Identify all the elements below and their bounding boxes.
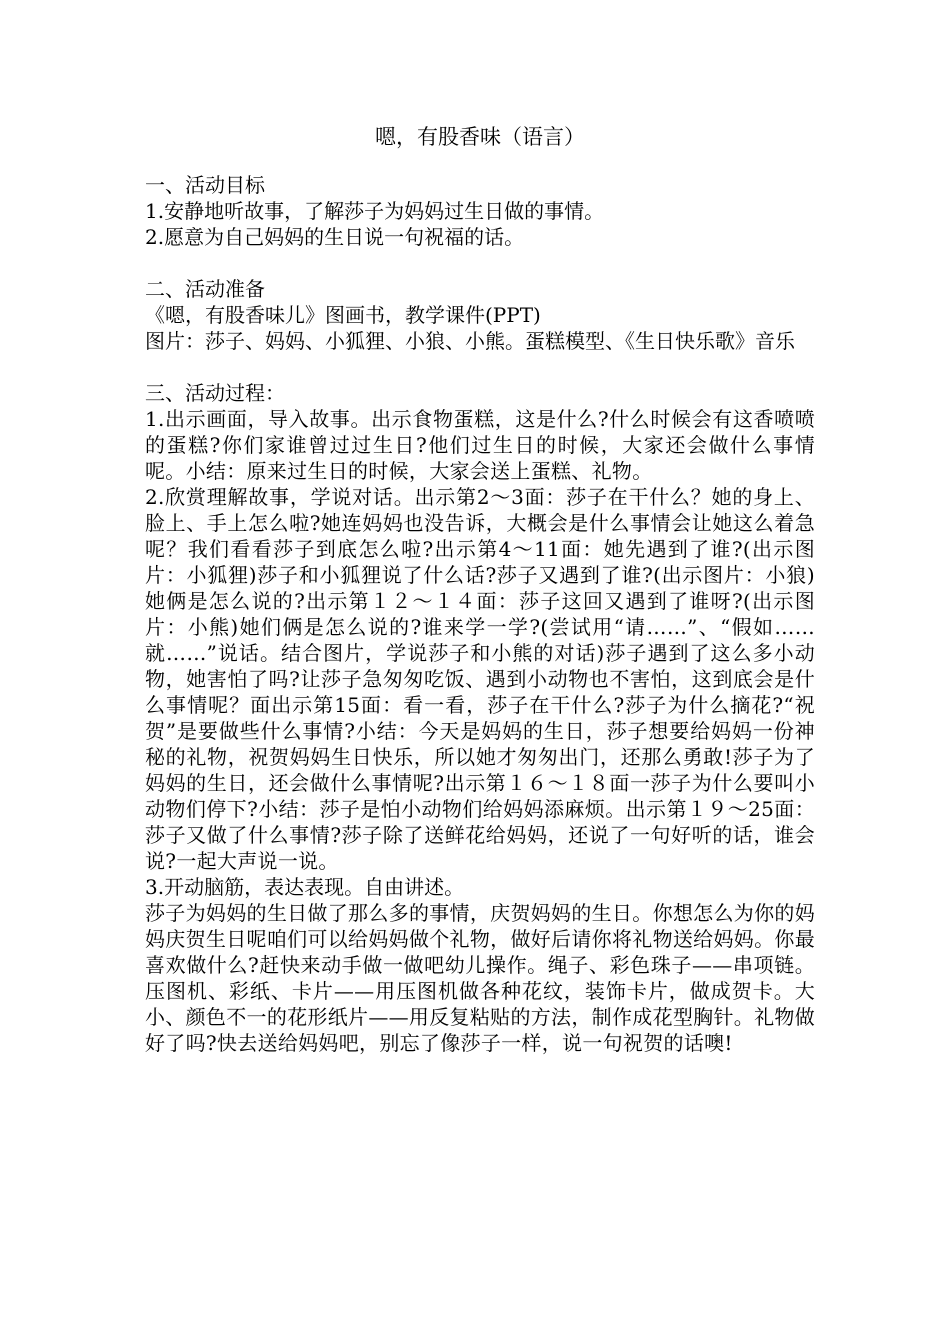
process-step-2: 2.欣赏理解故事，学说对话。出示第2～3面：莎子在干什么？她的身上、脸上、手上怎么啦?她连妈妈也没告诉，大概会是什么事情会让她这么着急呢？我们看看莎子到底怎么啦?出示第4～11面：她先遇到了谁?(出示图片：小狐狸)莎子和小狐狸说了什么话?莎子又遇到了谁?(出示图片：小狼)她俩是怎么说的?出示第１２～１４面：莎子这回又遇到了谁呀?(出示图片：小熊)她们俩是怎么说的?谁来学一学?(尝试用“请……”、“假如……就……”说话。结合图片，学说莎子和小熊的对话)莎子遇到了这么多小动物，她害怕了吗?让莎子急匆匆吃饭、遇到小动物也不害怕，这到底会是什么事情呢？面出示第15面：看一看，莎子在干什么?莎子为什么摘花?“祝贺”是要做些什么事情?小结：今天是妈妈的生日，莎子想要给妈妈一份神秘的礼物，祝贺妈妈生日快乐，所以她才匆匆出门，还那么勇敢!莎子为了妈妈的生日，还会做什么事情呢?出示第１６～１８面一莎子为什么要叫小动物们停下?小结：莎子是怕小动物们给妈妈添麻烦。出示第１９～25面：莎子又做了什么事情?莎子除了送鲜花给妈妈，还说了一句好听的话，谁会说?一起大声说一说。	[145, 485, 815, 873]
section-heading-goals: 一、活动目标	[145, 173, 265, 197]
section-heading-preparation: 二、活动准备	[145, 277, 265, 301]
process-step-3: 莎子为妈妈的生日做了那么多的事情，庆贺妈妈的生日。你想怎么为你的妈妈庆贺生日呢咱们可以给妈妈做个礼物，做好后请你将礼物送给妈妈。你最喜欢做什么?赶快来动手做一做吧幼儿操作。绳子、彩色珠子——串项链。压图机、彩纸、卡片——用压图机做各种花纹，装饰卡片，做成贺卡。大小、颜色不一的花形纸片——用反复粘贴的方法，制作成花型胸针。礼物做好了吗?快去送给妈妈吧，别忘了像莎子一样，说一句祝贺的话噢!	[145, 901, 815, 1055]
section-heading-process: 三、活动过程：	[145, 381, 285, 405]
document-title: 嗯，有股香味（语言）	[375, 125, 585, 149]
process-step-1: 1.出示画面，导入故事。出示食物蛋糕，这是什么?什么时候会有这香喷喷的蛋糕?你们家谁曾过过生日?他们过生日的时候，大家还会做什么事情呢。小结：原来过生日的时候，大家会送上蛋糕、礼物。	[145, 407, 815, 483]
goal-item: 1.安静地听故事，了解莎子为妈妈过生日做的事情。	[145, 199, 605, 223]
preparation-item: 《嗯，有股香味儿》图画书，教学课件(PPT)	[145, 303, 541, 327]
process-step-3-heading: 3.开动脑筋，表达表现。自由讲述。	[145, 875, 465, 899]
document-page	[145, 120, 815, 1056]
spacer	[145, 354, 815, 380]
goal-item: 2.愿意为自己妈妈的生日说一句祝福的话。	[145, 225, 525, 249]
preparation-item: 图片：莎子、妈妈、小狐狸、小狼、小熊。蛋糕模型、《生日快乐歌》音乐	[145, 329, 795, 353]
spacer	[145, 250, 815, 276]
